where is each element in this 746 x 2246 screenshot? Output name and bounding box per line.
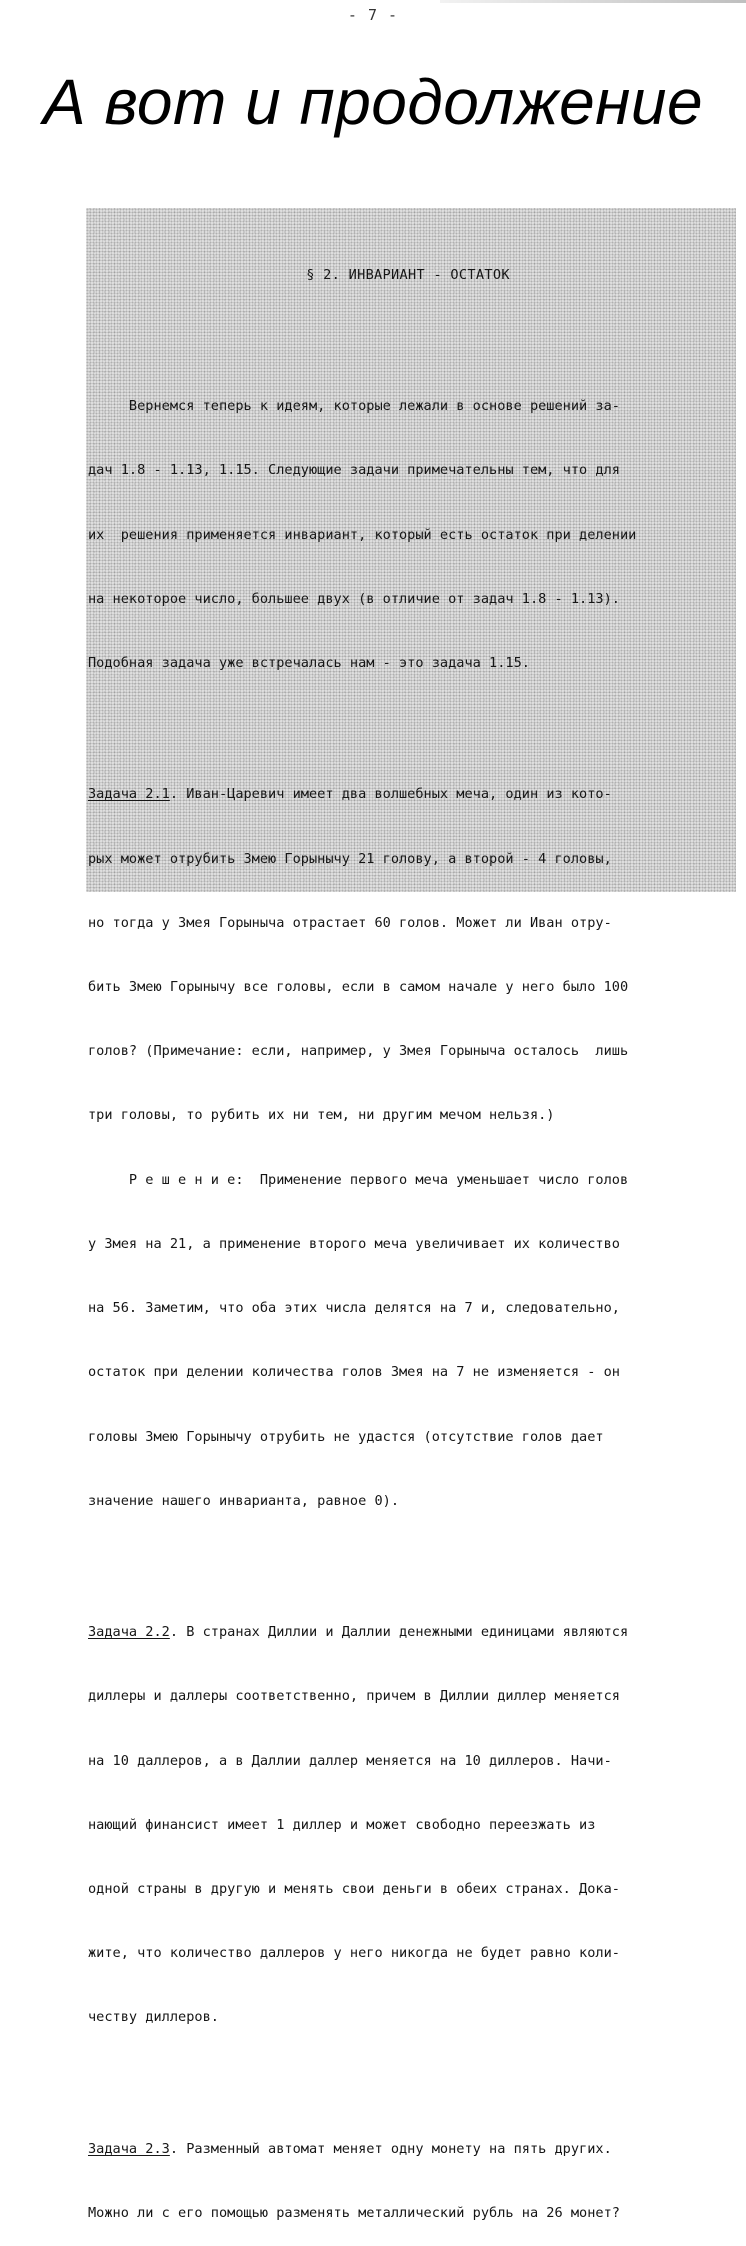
problem-2-1-line: но тогда у Змея Горыныча отрастает 60 голов. Может ли Иван отру- [88, 914, 612, 931]
solution-line: на 56. Заметим, что оба этих числа делятся на 7 и, следовательно, [88, 1300, 620, 1317]
problem-2-1-first-line [88, 784, 728, 805]
solution-line: у Змея на 21, а применение второго меча увеличивает их количество [88, 1235, 620, 1252]
problem-2-1-line: рых может отрубить Змею Горынычу 21 голову, а второй - 4 головы, [88, 850, 612, 867]
solution-line: остаток при делении количества голов Змея на 7 не изменяется - он [88, 1364, 620, 1381]
problem-2-1-line: голов? (Примечание: если, например, у Змея Горыныча осталось лишь [88, 1043, 629, 1060]
intro-line: Вернемся теперь к идеям, которые лежали в основе решений за- [88, 398, 620, 415]
problem-2-2-line: диллеры и даллеры соответственно, причем в Диллии диллер меняется [88, 1688, 620, 1705]
problem-2-2-line: жите, что количество даллеров у него никогда не будет равно коли- [88, 1945, 620, 1962]
problem-2-2-first-line [88, 1622, 728, 1643]
problem-2-3-first-line [88, 2139, 728, 2160]
headline: А вот и продолжение [42, 66, 704, 138]
problem-2-2-line: на 10 даллеров, а в Даллии даллер меняется на 10 диллеров. Начи- [88, 1752, 612, 1769]
scan-edge-artifact [440, 0, 746, 3]
intro-line: дач 1.8 - 1.13, 1.15. Следующие задачи примечательны тем, что для [88, 462, 620, 479]
intro-line: их решения применяется инвариант, который есть остаток при делении [88, 526, 637, 543]
problem-2-1-line: три головы, то рубить их ни тем, ни другим мечом нельзя.) [88, 1107, 555, 1124]
problem-2-3-text: . Разменный автомат меняет одну монету на пять других. [169, 2140, 612, 2157]
problem-2-2-line: честву диллеров. [88, 2009, 219, 2026]
typewritten-text [88, 222, 728, 2246]
intro-line: Подобная задача уже встречалась нам - это задача 1.15. [88, 655, 530, 672]
solution-line: значение нашего инварианта, равное 0). [88, 1492, 399, 1509]
page-number: - 7 - [347, 6, 399, 24]
solution-line: Р е ш е н и е: Применение первого меча уменьшает число голов [88, 1171, 629, 1188]
intro-line: на некоторое число, большее двух (в отличие от задач 1.8 - 1.13). [88, 590, 620, 607]
problem-2-1-text: . Иван-Царевич имеет два волшебных меча, один из кото- [169, 786, 612, 803]
solution-line: головы Змею Горынычу отрубить не удастся (отсутствие голов дает [88, 1428, 604, 1445]
problem-2-2-line: одной страны в другую и менять свои деньги в обеих странах. Дока- [88, 1880, 620, 1897]
problem-2-1-line: бить Змею Горынычу все головы, если в самом начале у него было 100 [88, 979, 629, 996]
section-title: § 2. ИНВАРИАНТ - ОСТАТОК [306, 266, 510, 283]
problem-2-1-label: Задача 2.1 [88, 786, 170, 803]
problem-2-2-text: . В странах Диллии и Даллии денежными единицами являются [169, 1624, 629, 1641]
problem-2-2-line: нающий финансист имеет 1 диллер и может свободно переезжать из [88, 1816, 596, 1833]
problem-2-2-label: Задача 2.2 [88, 1624, 170, 1641]
problem-2-3-label: Задача 2.3 [88, 2140, 170, 2157]
problem-2-3-line: Можно ли с его помощью разменять металлический рубль на 26 монет? [88, 2204, 620, 2221]
